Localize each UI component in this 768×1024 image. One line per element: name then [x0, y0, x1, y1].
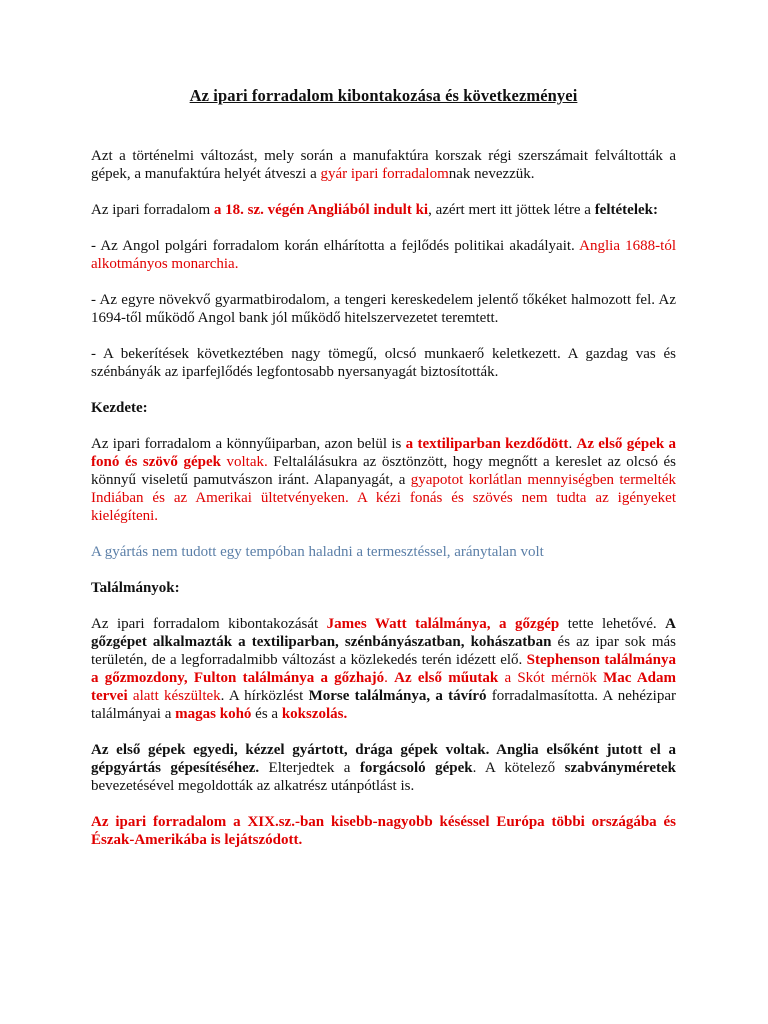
highlight-text: kokszolás. — [281, 706, 348, 722]
highlight-text: James Watt találmánya, a gőzgép — [326, 616, 560, 632]
bold-text: A gőzgépet alkalmazták a textiliparban, szénbányászatban, kohászatban — [91, 616, 676, 650]
paragraph-inventions — [91, 615, 676, 723]
text-run: nak nevezzük. — [448, 166, 535, 182]
text-run: - Az Angol polgári forradalom korán elhárította a fejlődés politikai akadályait. — [91, 238, 580, 254]
paragraph-note: A gyártás nem tudott egy tempóban haladni a termesztéssel, aránytalan volt — [91, 544, 544, 560]
text-run: bevezetésével megoldották az alkatrész utánpótlást is. — [91, 778, 415, 794]
text-run: . A hírközlést — [220, 688, 309, 704]
paragraph-conclusion: Az ipari forradalom a XIX.sz.-ban kisebb-nagyobb késéssel Európa többi országába és Észak-Amerikába is lejátszódott. — [91, 814, 676, 848]
bold-text: Az első gépek egyedi, kézzel gyártott, drága gépek voltak. Anglia elsőként jutott el a gépgyártás gépesítéséhez. — [91, 742, 676, 776]
paragraph-machines — [91, 741, 676, 795]
paragraph-origin — [91, 201, 676, 219]
text-run: tette lehetővé. — [559, 616, 666, 632]
highlight-text: gyár ipari forradalom — [320, 166, 449, 182]
highlight-text: gyapotot korlátlan mennyiségben termelték Indiában és az Amerikai ültetvényeken. A kézi fonás és szövés nem tudta az igényeket kielégíteni. — [91, 472, 677, 524]
text-run: Elterjedtek a — [259, 760, 360, 776]
highlight-text: Mac Adam tervei — [91, 670, 676, 704]
text-run: Feltalálásukra az ösztönzött, hogy megnőtt a kereslet az olcsó és könnyű viseletű pamutvászon iránt. Alapanyagát, a — [91, 454, 676, 488]
bold-text: Morse találmánya, a távíró — [308, 688, 487, 704]
highlight-text: a textiliparban kezdődött — [405, 436, 569, 452]
paragraph-definition — [91, 147, 676, 183]
paragraph-textile — [91, 435, 676, 525]
highlight-text: voltak. — [220, 454, 268, 470]
text-run: és a — [251, 706, 282, 722]
text-run: forradalmasította. A nehézipar találmányai a — [91, 688, 676, 722]
text-run: és az ipar sok más területén, de a legforradalmibb változást a közlekedés terén idézett elő. — [91, 634, 676, 668]
highlight-text: a 18. sz. végén Angliából indult ki — [213, 202, 429, 218]
paragraph-condition-capital: - Az egyre növekvő gyarmatbirodalom, a tengeri kereskedelem jelentő tőkéket halmozott fel. Az 1694-től működő Angol bank jól működő hitelszervezetet teremtett. — [91, 292, 676, 326]
paragraph-condition-politics — [91, 237, 676, 273]
text-run: . — [568, 436, 577, 452]
highlight-text: magas kohó — [175, 706, 252, 722]
bold-text: feltételek: — [594, 202, 658, 218]
section-heading-inventions: Találmányok: — [91, 580, 180, 596]
text-run: . A kötelező — [472, 760, 565, 776]
text-run: Azt a történelmi változást, mely során a manufaktúra korszak régi szerszámait felváltották a gépek, a manufaktúra helyét átveszi a — [91, 148, 676, 182]
highlight-text: Stephenson találmánya a gőzmozdony, Fulton találmánya a gőzhajó — [91, 652, 676, 686]
paragraph-condition-labour: - A bekerítések következtében nagy tömegű, olcsó munkaerő keletkezett. A gazdag vas és szénbányák az iparfejlődés legfontosabb nyersanyagát biztosították. — [91, 346, 676, 380]
highlight-text: Az első műutak — [394, 670, 499, 686]
bold-text: forgácsoló gépek — [359, 760, 473, 776]
text-run: Az ipari forradalom — [91, 202, 214, 218]
highlight-text: a Skót mérnök — [498, 670, 604, 686]
highlight-text: alatt készültek — [127, 688, 221, 704]
highlight-text: Anglia 1688-tól alkotmányos monarchia. — [91, 238, 676, 272]
highlight-text: Az első gépek a fonó és szövő gépek — [91, 436, 677, 470]
document-title: Az ipari forradalom kibontakozása és következményei — [189, 86, 578, 105]
bold-text: szabványméretek — [564, 760, 676, 776]
text-run: , azért mert itt jöttek létre a — [428, 202, 595, 218]
text-run: Az ipari forradalom a könnyűiparban, azon belül is — [91, 436, 406, 452]
text-run: Az ipari forradalom kibontakozását — [91, 616, 327, 632]
section-heading-start: Kezdete: — [91, 400, 148, 416]
document-body — [91, 86, 676, 849]
highlight-text: . — [384, 670, 395, 686]
